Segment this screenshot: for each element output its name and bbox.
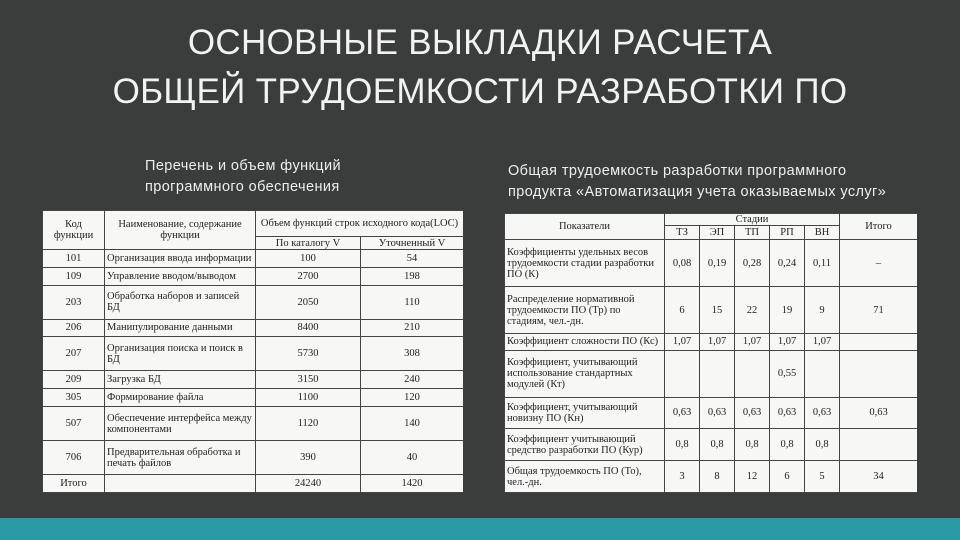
left-caption [145, 156, 405, 198]
value-vn: 0,11 [805, 240, 840, 287]
function-code: 203 [43, 285, 105, 319]
value-rp: 0,24 [770, 240, 805, 287]
value-tp [735, 350, 770, 397]
right-caption-line-2: продукта «Автоматизация учета оказываемых услуг» [508, 184, 887, 200]
table-row [505, 461, 918, 493]
value-rp: 19 [770, 287, 805, 334]
header-refined: Уточненный V [361, 237, 464, 250]
value-tz [665, 350, 700, 397]
value-tz: 0,08 [665, 240, 700, 287]
bottom-accent-bar [0, 518, 960, 540]
value-ep: 15 [700, 287, 735, 334]
indicator-name: Коэффициент, учитывающий использование стандартных модулей (Кт) [505, 350, 665, 397]
indicator-name: Общая трудоемкость ПО (То), чел.-дн. [505, 461, 665, 493]
indicator-name: Распределение нормативной трудоемкости ПО (Тр) по стадиям, чел.-дн. [505, 287, 665, 334]
function-name: Организация ввода информации [105, 250, 256, 268]
value-rp: 1,07 [770, 334, 805, 351]
refined-volume: 40 [361, 441, 464, 475]
value-ep [700, 350, 735, 397]
functions-table [42, 210, 463, 493]
table-row [505, 240, 918, 287]
total-label: Итого [43, 475, 105, 493]
refined-volume: 54 [361, 250, 464, 268]
value-tp: 0,63 [735, 397, 770, 429]
functions-table-body [43, 250, 464, 493]
table-row [505, 287, 918, 334]
function-code: 305 [43, 389, 105, 407]
value-vn: 0,8 [805, 429, 840, 461]
function-code: 101 [43, 250, 105, 268]
value-tp: 12 [735, 461, 770, 493]
table-row [43, 337, 464, 371]
function-code: 207 [43, 337, 105, 371]
functions-table-image [42, 210, 463, 493]
header-code: Код функции [43, 211, 105, 250]
slide-title [0, 18, 960, 116]
value-rp: 6 [770, 461, 805, 493]
refined-volume: 140 [361, 406, 464, 440]
value-vn [805, 350, 840, 397]
table-row [43, 250, 464, 268]
value-total: – [840, 240, 917, 287]
header-name: Наименование, содержание функции [105, 211, 256, 250]
header-catalog: По каталогу V [256, 237, 361, 250]
value-vn: 5 [805, 461, 840, 493]
header-tz: ТЗ [665, 226, 700, 240]
value-tz: 0,8 [665, 429, 700, 461]
refined-volume: 210 [361, 319, 464, 337]
total-row [43, 475, 464, 493]
function-code: 706 [43, 441, 105, 475]
value-total: 34 [840, 461, 917, 493]
value-total: 0,63 [840, 397, 917, 429]
function-code: 206 [43, 319, 105, 337]
indicator-name: Коэффициент, учитывающий новизну ПО (Кн) [505, 397, 665, 429]
value-tp: 0,8 [735, 429, 770, 461]
value-total [840, 350, 917, 397]
header-indicator: Показатели [505, 214, 665, 240]
slide-title-line-2: ОБЩЕЙ ТРУДОЕМКОСТИ РАЗРАБОТКИ ПО [112, 72, 848, 111]
value-tz: 6 [665, 287, 700, 334]
table-row [505, 429, 918, 461]
catalog-volume: 1120 [256, 406, 361, 440]
function-name: Предварительная обработка и печать файлов [105, 441, 256, 475]
refined-volume: 240 [361, 371, 464, 389]
left-caption-line-1: Перечень и объем функций [145, 158, 341, 174]
function-code: 209 [43, 371, 105, 389]
table-row [505, 397, 918, 429]
value-total [840, 334, 917, 351]
value-vn: 1,07 [805, 334, 840, 351]
catalog-volume: 5730 [256, 337, 361, 371]
value-ep: 0,19 [700, 240, 735, 287]
header-ep: ЭП [700, 226, 735, 240]
function-code: 109 [43, 267, 105, 285]
catalog-volume: 2700 [256, 267, 361, 285]
refined-volume: 198 [361, 267, 464, 285]
header-total: Итого [840, 214, 917, 240]
catalog-volume: 3150 [256, 371, 361, 389]
value-rp: 0,55 [770, 350, 805, 397]
catalog-volume: 100 [256, 250, 361, 268]
function-name: Формирование файла [105, 389, 256, 407]
refined-volume: 120 [361, 389, 464, 407]
left-caption-line-2: программного обеспечения [145, 179, 340, 195]
value-ep: 0,63 [700, 397, 735, 429]
value-tz: 1,07 [665, 334, 700, 351]
labor-table [504, 213, 917, 493]
catalog-volume: 1100 [256, 389, 361, 407]
function-name: Обработка наборов и записей БД [105, 285, 256, 319]
indicator-name: Коэффициенты удельных весов трудоемкости стадии разработки ПО (К) [505, 240, 665, 287]
value-ep: 0,8 [700, 429, 735, 461]
function-name: Управление вводом/выводом [105, 267, 256, 285]
refined-volume: 110 [361, 285, 464, 319]
value-tp: 0,28 [735, 240, 770, 287]
table-row [43, 285, 464, 319]
value-rp: 0,8 [770, 429, 805, 461]
value-tz: 0,63 [665, 397, 700, 429]
catalog-volume: 2050 [256, 285, 361, 319]
table-row [505, 350, 918, 397]
header-volume: Объем функций строк исходного кода(LOC) [256, 211, 464, 237]
function-name: Манипулирование данными [105, 319, 256, 337]
table-row [43, 389, 464, 407]
value-ep: 8 [700, 461, 735, 493]
slide-title-line-1: ОСНОВНЫЕ ВЫКЛАДКИ РАСЧЕТА [187, 23, 773, 62]
total-empty [105, 475, 256, 493]
value-vn: 0,63 [805, 397, 840, 429]
table-row [505, 334, 918, 351]
value-total [840, 429, 917, 461]
right-caption-line-1: Общая трудоемкость разработки программного [508, 163, 847, 179]
total-refined: 1420 [361, 475, 464, 493]
table-row [43, 267, 464, 285]
function-name: Обеспечение интерфейса между компонентами [105, 406, 256, 440]
value-ep: 1,07 [700, 334, 735, 351]
total-catalog: 24240 [256, 475, 361, 493]
header-tp: ТП [735, 226, 770, 240]
function-name: Загрузка БД [105, 371, 256, 389]
value-total: 71 [840, 287, 917, 334]
catalog-volume: 390 [256, 441, 361, 475]
function-code: 507 [43, 406, 105, 440]
table-row [43, 371, 464, 389]
labor-table-image [504, 213, 917, 493]
table-row [43, 319, 464, 337]
table-row [43, 441, 464, 475]
function-name: Организация поиска и поиск в БД [105, 337, 256, 371]
value-tz: 3 [665, 461, 700, 493]
value-rp: 0,63 [770, 397, 805, 429]
value-vn: 9 [805, 287, 840, 334]
labor-table-body [505, 240, 918, 493]
value-tp: 1,07 [735, 334, 770, 351]
indicator-name: Коэффициент сложности ПО (Кс) [505, 334, 665, 351]
indicator-name: Коэффициент учитывающий средство разработки ПО (Кур) [505, 429, 665, 461]
header-rp: РП [770, 226, 805, 240]
value-tp: 22 [735, 287, 770, 334]
right-caption [508, 161, 928, 203]
catalog-volume: 8400 [256, 319, 361, 337]
table-row [43, 406, 464, 440]
refined-volume: 308 [361, 337, 464, 371]
header-stages: Стадии [665, 214, 840, 226]
header-vn: ВН [805, 226, 840, 240]
